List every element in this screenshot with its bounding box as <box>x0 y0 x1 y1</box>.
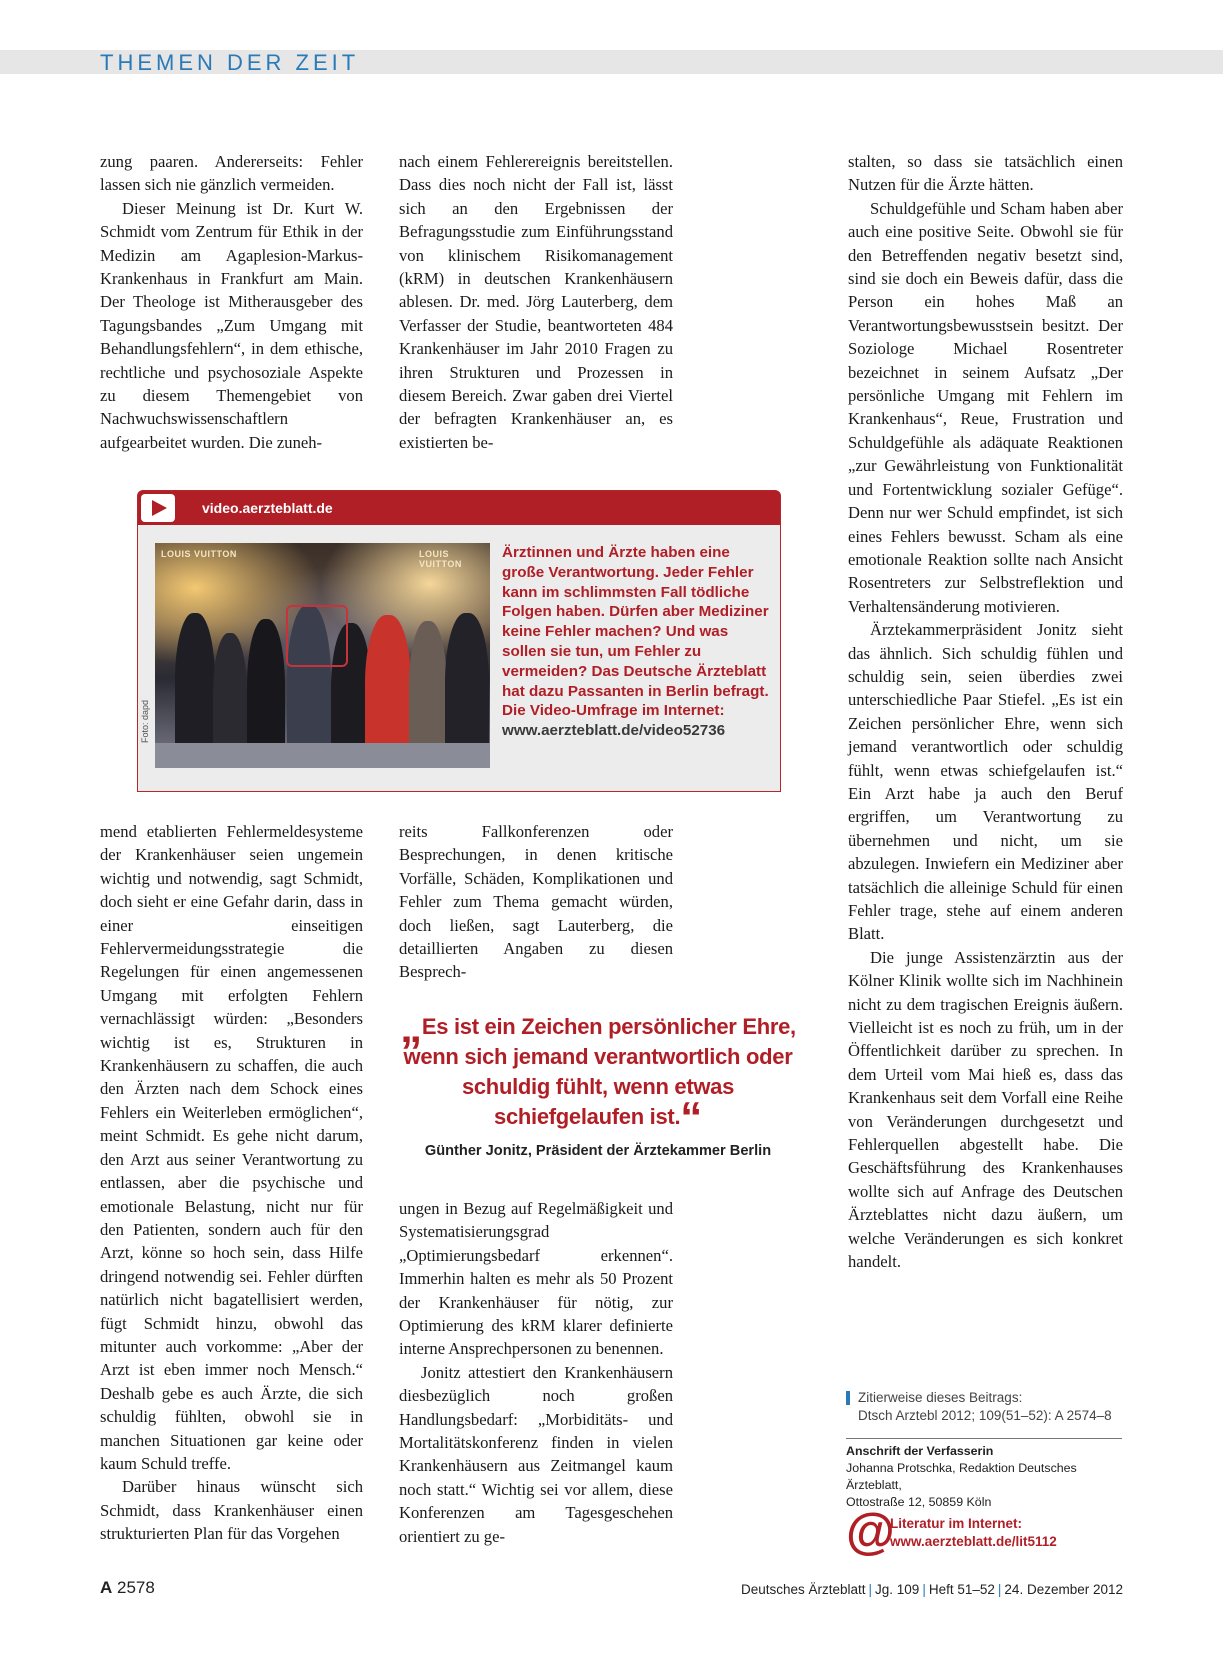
video-teaser-box <box>137 490 781 792</box>
journal-issue: Heft 51–52 <box>928 1582 995 1597</box>
citation-marker <box>846 1391 850 1405</box>
citation-label: Zitierweise dieses Beitrags: <box>858 1390 1023 1405</box>
separator: | <box>997 1582 1002 1597</box>
at-icon: @ <box>846 1503 895 1559</box>
paragraph: Jonitz attestiert den Krankenhäusern diesbezüglich noch großen Handlungsbedarf: „Morbiditäts- und Mortalitätskonferenz finden in vielen Krankenhäusern aus Zeitmangel kaum noch statt.“ Wichtig sei vor allem, diese Konferenzen am Tagesgeschehen orientiert zu ge- <box>399 1362 673 1546</box>
journal-volume: Jg. 109 <box>875 1582 920 1597</box>
page-prefix: A <box>100 1578 113 1597</box>
citation-note <box>846 1389 1122 1425</box>
paragraph: stalten, so dass sie tatsächlich einen Nutzen für die Ärzte hätten. <box>848 152 1123 195</box>
literature-label: Literatur im Internet: <box>890 1516 1023 1531</box>
page-number <box>100 1578 155 1598</box>
paragraph: Ärztekammerpräsident Jonitz sieht das ähnlich. Sich schuldig fühlen und schuldig sein, seien überdies zwei unterschiedliche Paar Stiefel. „Es ist ein Zeichen persönlicher Ehre, wenn sich jemand verantwortlich oder schuldig fühlt, wenn etwas schiefgelaufen ist.“ Ein Arzt habe ja auch den Beruf ergriffen, um Verantwortung zu übernehmen und nicht, um sie abzulegen. Inwiefern ein Mediziner aber tatsächlich die alleinige Schuld für einen Fehler trage, stehe auf einem anderen Blatt. <box>848 620 1123 944</box>
open-quote-mark: „ <box>400 1003 422 1052</box>
column-2-mid <box>399 820 673 984</box>
column-1-bottom <box>100 820 363 1546</box>
paragraph: nach einem Fehlerereignis bereitstellen. Dass dies noch nicht der Fall ist, lässt sich an den Ergebnissen der Befragungsstudie zum Einführungsstand von klinischem Risikomanagement (kRM) in deutschen Krankenhäusern ablesen. Dr. med. Jörg Lauterberg, dem Verfasser der Studie, beantworteten 484 Krankenhäuser im Jahr 2010 Fragen zu ihren Strukturen und Prozessen in diesem Bereich. Zwar gaben drei Viertel der befragten Krankenhäuser an, es existierten be- <box>399 152 673 452</box>
shop-sign-right: LOUIS VUITTON <box>419 549 462 569</box>
journal-name: Deutsches Ärzteblatt <box>740 1582 866 1597</box>
address-line: Ottostraße 12, 50859 Köln <box>846 1495 992 1509</box>
journal-date: 24. Dezember 2012 <box>1004 1582 1123 1597</box>
video-header <box>138 491 780 525</box>
video-description <box>502 543 772 741</box>
paragraph: zung paaren. Andererseits: Fehler lassen sich nie gänzlich vermeiden. <box>100 152 363 195</box>
paragraph: mend etablierten Fehlermeldesysteme der Krankenhäuser seien ungemein wichtig und notwendig, sagt Schmidt, doch sieht er eine Gefahr darin, dass in einer einseitigen Fehlervermeidungsstrategie die Regelungen für einen angemessenen Umgang mit erfolgten Fehlern vernachlässigt würden: „Besonders wichtig ist es, Strukturen in Krankenhäusern zu schaffen, die auch den Ärzten nach dem Schock eines Fehlers ein Weiterleben ermöglichen“, meint Schmidt. Es gehe nicht darum, den Arzt aus seiner Verantwortung zu entlassen, aber die psychische und emotionale Belastung, nicht nur für den Patienten, sondern auch für den Arzt, könne so hoch sein, dass Hilfe dringend notwendig sei. Fehler dürften natürlich nicht bagatellisiert werden, fügt Schmidt hinzu, obwohl das mitunter auch vorkomme: „Aber der Arzt ist eben immer noch Mensch.“ Deshalb gebe es auch Ärzte, die sich schuldig fühlten, obwohl sie in manchen Situationen gar keine oder kaum Schuld treffe. <box>100 822 363 1473</box>
author-address <box>846 1438 1122 1511</box>
address-line: Johanna Protschka, Redaktion Deutsches Ärzteblatt, <box>846 1461 1077 1492</box>
focus-frame[interactable] <box>286 605 348 667</box>
paragraph: Schuldgefühle und Scham haben aber auch eine positive Seite. Obwohl sie für den Betreffenden negativ besetzt sind, sind sie doch ein Beweis dafür, dass die Person ein hohes Maß an Verantwortungsbewusstsein besitzt. Der Soziologe Michael Rosentreter bezeichnet in seinem Aufsatz „Der persönliche Umgang mit Fehlern im Krankenhaus“, Reue, Frustration und Schuldgefühle als adäquate Reaktionen „zur Gewährleistung von Funktionalität und Fortentwicklung sozialer Gefüge“. Denn nur wer Schuld empfindet, ist sich eines Fehlers bewusst. Scham als eine emotionale Reaktion sollte nach Ansicht Rosentreters zur Selbstreflektion und Verhaltensänderung motivieren. <box>848 198 1123 616</box>
street-photo[interactable] <box>155 543 490 768</box>
paragraph: Die junge Assistenzärztin aus der Kölner Klinik wollte sich im Nachhinein nicht zu dem tragischen Ereignis äußern. Vielleicht ist es noch zu früh, um in der Öffentlichkeit darüber zu sprechen. In dem Urteil vom Mai hieß es, dass das Krankenhaus seit dem Vorfall eine Reihe von Veränderungen durchgesetzt und Fehlerquellen abgestellt habe. Die Geschäftsführung des Krankenhauses wollte sich auf Anfrage des Deutschen Ärzteblattes nicht dazu äußern, um welche Veränderungen es sich konkret handelt. <box>848 947 1123 1272</box>
paragraph: ungen in Bezug auf Regelmäßigkeit und Systematisierungsgrad „Optimierungsbedarf erkennen“. Immerhin halten es mehr als 50 Prozent der Krankenhäuser für nötig, zur Optimierung des kRM klarer definierte interne Ansprechpersonen zu benennen. <box>399 1199 673 1359</box>
close-quote-mark: “ <box>680 1093 702 1142</box>
video-cta: Die Video-Umfrage im Internet: <box>502 702 725 720</box>
pull-quote-author: Günther Jonitz, Präsident der Ärztekammer Berlin <box>424 1143 772 1159</box>
pull-quote <box>398 1003 798 1142</box>
column-1-top <box>100 150 363 454</box>
literature-link[interactable]: www.aerzteblatt.de/lit5112 <box>890 1534 1057 1549</box>
footer-info <box>741 1582 1123 1597</box>
section-title: THEMEN DER ZEIT <box>100 50 360 75</box>
column-3 <box>848 150 1123 1274</box>
photo-credit <box>140 731 150 743</box>
separator: | <box>868 1582 873 1597</box>
citation-reference: Dtsch Arztebl 2012; 109(51–52): A 2574–8 <box>858 1408 1112 1423</box>
play-icon[interactable] <box>141 494 175 522</box>
column-2-bottom <box>399 1197 673 1548</box>
literature-link-box <box>846 1503 1122 1559</box>
paragraph: Dieser Meinung ist Dr. Kurt W. Schmidt vom Zentrum für Ethik in der Medizin am Agaplesion-Markus-Krankenhaus in Frankfurt am Main. Der Theologe ist Mitherausgeber des Tagungsbandes „Zum Umgang mit Behandlungsfehlern“, in dem ethische, rechtliche und psychosoziale Aspekte zu diesem Themengebiet von Nachwuchswissenschaftlern aufgearbeitet wurden. Die zuneh- <box>100 198 363 452</box>
video-teaser-text: Ärztinnen und Ärzte haben eine große Verantwortung. Jeder Fehler kann im schlimmsten Fall tödliche Folgen haben. Dürfen aber Mediziner keine Fehler machen? Und was sollen sie tun, um Fehler zu vermeiden? Das Deutsche Ärzteblatt hat dazu Passanten in Berlin befragt. <box>502 544 769 700</box>
video-link[interactable]: www.aerzteblatt.de/video52736 <box>502 722 726 740</box>
shop-sign-left: LOUIS VUITTON <box>161 549 237 559</box>
address-label: Anschrift der Verfasserin <box>846 1444 994 1458</box>
column-2-top <box>399 150 673 454</box>
paragraph: reits Fallkonferenzen oder Besprechungen, in denen kritische Vorfälle, Schäden, Komplikationen und Fehler zum Thema gemacht würden, doch ließen, sagt Lauterberg, die detaillierten Angaben zu diesen Besprech- <box>399 822 673 982</box>
separator: | <box>922 1582 926 1597</box>
paragraph: Darüber hinaus wünscht sich Schmidt, dass Krankenhäuser einen strukturierten Plan für das Vorgehen <box>100 1477 363 1544</box>
page-number-value: 2578 <box>117 1578 155 1597</box>
video-site-link[interactable]: video.aerzteblatt.de <box>202 500 333 516</box>
pull-quote-text: Es ist ein Zeichen persönlicher Ehre, wenn sich jemand verantwortlich oder schuldig fühlt, wenn etwas schiefgelaufen ist. <box>403 1014 796 1129</box>
